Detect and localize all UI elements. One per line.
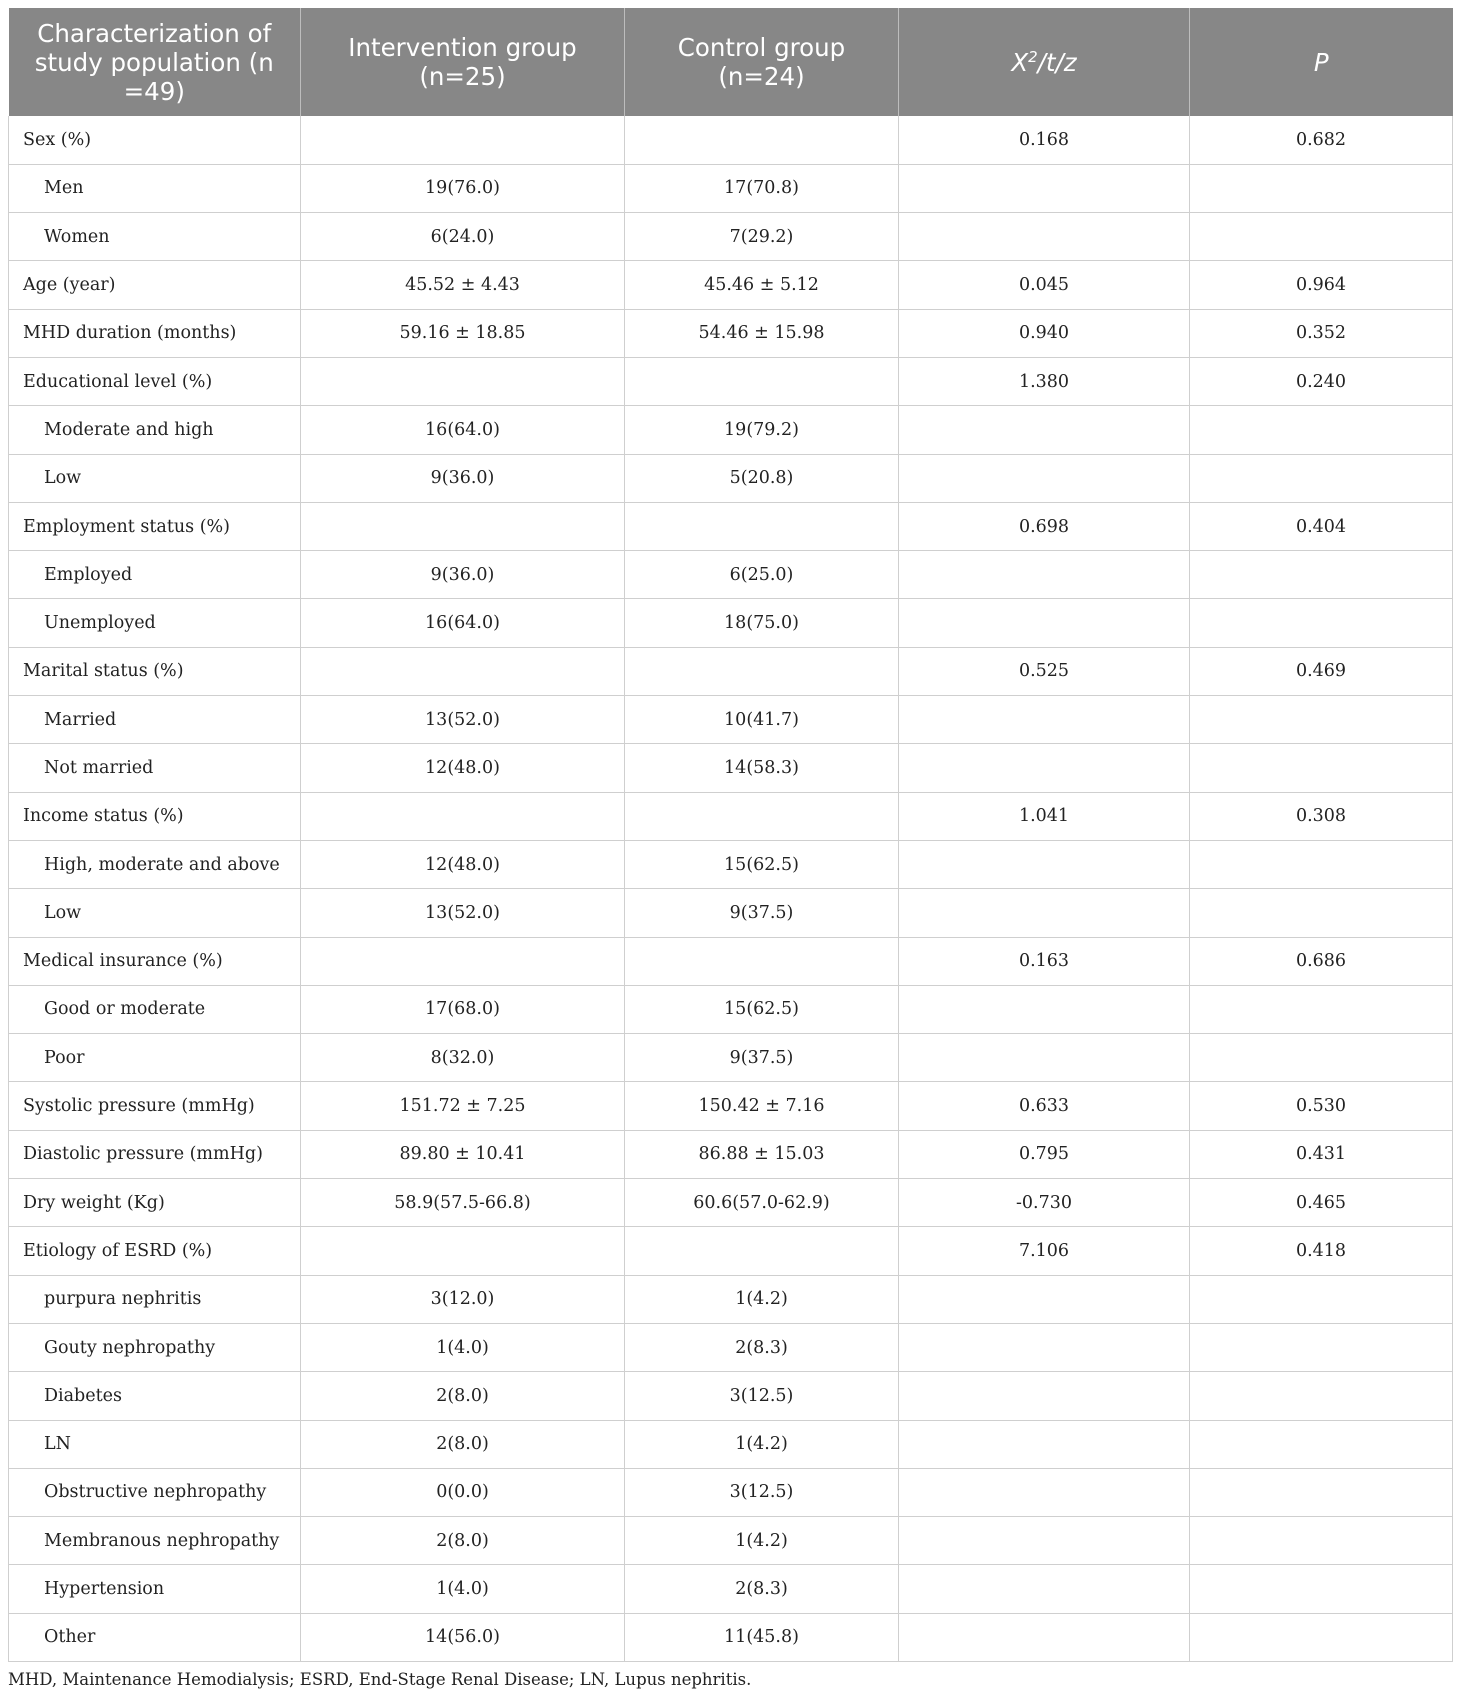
header-p-value: P xyxy=(1190,8,1453,116)
cell-test-statistic: 0.525 xyxy=(899,647,1190,695)
cell-test-statistic xyxy=(899,1372,1190,1420)
cell-p-value: 0.240 xyxy=(1190,357,1453,405)
cell-p-value: 0.352 xyxy=(1190,309,1453,357)
cell-intervention xyxy=(301,647,625,695)
table-row xyxy=(9,1517,1453,1565)
cell-control: 15(62.5) xyxy=(625,840,899,888)
cell-intervention: 9(36.0) xyxy=(301,551,625,599)
characteristics-table-container xyxy=(8,8,1452,1662)
table-row xyxy=(9,889,1453,937)
table-footnote: MHD, Maintenance Hemodialysis; ESRD, End-Stage Renal Disease; LN, Lupus nephritis. xyxy=(8,1670,752,1689)
cell-control xyxy=(625,116,899,164)
cell-intervention: 12(48.0) xyxy=(301,840,625,888)
cell-test-statistic xyxy=(899,1468,1190,1516)
cell-intervention: 14(56.0) xyxy=(301,1613,625,1661)
header-stat-superscript: 2 xyxy=(1028,47,1038,66)
cell-control: 7(29.2) xyxy=(625,213,899,261)
cell-test-statistic: 7.106 xyxy=(899,1227,1190,1275)
cell-intervention: 58.9(57.5-66.8) xyxy=(301,1179,625,1227)
row-label: Educational level (%) xyxy=(9,357,301,405)
cell-control: 54.46 ± 15.98 xyxy=(625,309,899,357)
table-row xyxy=(9,599,1453,647)
row-label: Good or moderate xyxy=(9,985,301,1033)
cell-intervention: 1(4.0) xyxy=(301,1565,625,1613)
cell-control: 9(37.5) xyxy=(625,1034,899,1082)
row-label: Income status (%) xyxy=(9,792,301,840)
cell-control xyxy=(625,647,899,695)
table-row xyxy=(9,309,1453,357)
table-row xyxy=(9,985,1453,1033)
cell-control: 2(8.3) xyxy=(625,1565,899,1613)
cell-p-value xyxy=(1190,454,1453,502)
cell-intervention: 151.72 ± 7.25 xyxy=(301,1082,625,1130)
row-label: Gouty nephropathy xyxy=(9,1323,301,1371)
table-row xyxy=(9,1613,1453,1661)
cell-control: 2(8.3) xyxy=(625,1323,899,1371)
cell-p-value xyxy=(1190,1372,1453,1420)
table-row xyxy=(9,744,1453,792)
table-row xyxy=(9,1372,1453,1420)
table-row xyxy=(9,1130,1453,1178)
table-row xyxy=(9,1420,1453,1468)
cell-control: 3(12.5) xyxy=(625,1468,899,1516)
row-label: Diabetes xyxy=(9,1372,301,1420)
cell-test-statistic xyxy=(899,1420,1190,1468)
row-label: Hypertension xyxy=(9,1565,301,1613)
cell-test-statistic xyxy=(899,840,1190,888)
cell-test-statistic xyxy=(899,551,1190,599)
row-label: Married xyxy=(9,696,301,744)
table-row xyxy=(9,454,1453,502)
cell-intervention: 1(4.0) xyxy=(301,1323,625,1371)
cell-test-statistic xyxy=(899,1275,1190,1323)
table-row xyxy=(9,164,1453,212)
cell-test-statistic xyxy=(899,696,1190,744)
cell-p-value: 0.530 xyxy=(1190,1082,1453,1130)
table-row xyxy=(9,213,1453,261)
cell-control xyxy=(625,937,899,985)
row-label: High, moderate and above xyxy=(9,840,301,888)
table-row xyxy=(9,1468,1453,1516)
cell-p-value xyxy=(1190,213,1453,261)
cell-p-value xyxy=(1190,744,1453,792)
cell-p-value xyxy=(1190,164,1453,212)
cell-p-value xyxy=(1190,406,1453,454)
header-test-statistic xyxy=(899,8,1190,116)
table-row xyxy=(9,357,1453,405)
table-row xyxy=(9,116,1453,164)
cell-p-value xyxy=(1190,1613,1453,1661)
row-label: Not married xyxy=(9,744,301,792)
cell-test-statistic xyxy=(899,1323,1190,1371)
table-body xyxy=(9,116,1453,1662)
row-label: purpura nephritis xyxy=(9,1275,301,1323)
table-row xyxy=(9,1179,1453,1227)
table-row xyxy=(9,1082,1453,1130)
table-row xyxy=(9,406,1453,454)
cell-p-value xyxy=(1190,1323,1453,1371)
cell-control: 1(4.2) xyxy=(625,1420,899,1468)
cell-test-statistic: 0.940 xyxy=(899,309,1190,357)
row-label: Women xyxy=(9,213,301,261)
cell-control: 6(25.0) xyxy=(625,551,899,599)
table-row xyxy=(9,1275,1453,1323)
cell-control: 10(41.7) xyxy=(625,696,899,744)
row-label: Employed xyxy=(9,551,301,599)
cell-intervention: 89.80 ± 10.41 xyxy=(301,1130,625,1178)
cell-control: 150.42 ± 7.16 xyxy=(625,1082,899,1130)
cell-p-value xyxy=(1190,1420,1453,1468)
table-row xyxy=(9,502,1453,550)
cell-intervention xyxy=(301,116,625,164)
cell-control: 19(79.2) xyxy=(625,406,899,454)
cell-intervention xyxy=(301,792,625,840)
row-label: Obstructive nephropathy xyxy=(9,1468,301,1516)
table-row xyxy=(9,1034,1453,1082)
cell-intervention: 6(24.0) xyxy=(301,213,625,261)
cell-test-statistic xyxy=(899,213,1190,261)
cell-test-statistic: 0.795 xyxy=(899,1130,1190,1178)
cell-control: 1(4.2) xyxy=(625,1275,899,1323)
cell-control: 18(75.0) xyxy=(625,599,899,647)
cell-p-value: 0.431 xyxy=(1190,1130,1453,1178)
cell-test-statistic xyxy=(899,454,1190,502)
cell-test-statistic: 1.041 xyxy=(899,792,1190,840)
cell-p-value: 0.469 xyxy=(1190,647,1453,695)
cell-intervention: 13(52.0) xyxy=(301,889,625,937)
table-row xyxy=(9,792,1453,840)
row-label: Poor xyxy=(9,1034,301,1082)
cell-intervention: 12(48.0) xyxy=(301,744,625,792)
cell-p-value xyxy=(1190,551,1453,599)
cell-p-value: 0.465 xyxy=(1190,1179,1453,1227)
cell-intervention: 45.52 ± 4.43 xyxy=(301,261,625,309)
cell-p-value xyxy=(1190,599,1453,647)
cell-test-statistic xyxy=(899,985,1190,1033)
cell-p-value xyxy=(1190,696,1453,744)
cell-p-value xyxy=(1190,1034,1453,1082)
cell-p-value xyxy=(1190,1468,1453,1516)
table-row xyxy=(9,1323,1453,1371)
cell-intervention: 59.16 ± 18.85 xyxy=(301,309,625,357)
cell-p-value xyxy=(1190,889,1453,937)
cell-control: 45.46 ± 5.12 xyxy=(625,261,899,309)
row-label: Moderate and high xyxy=(9,406,301,454)
cell-test-statistic xyxy=(899,1613,1190,1661)
cell-p-value xyxy=(1190,985,1453,1033)
row-label: Systolic pressure (mmHg) xyxy=(9,1082,301,1130)
row-label: Medical insurance (%) xyxy=(9,937,301,985)
cell-intervention: 16(64.0) xyxy=(301,599,625,647)
cell-test-statistic xyxy=(899,1565,1190,1613)
cell-control: 5(20.8) xyxy=(625,454,899,502)
table-row xyxy=(9,696,1453,744)
cell-control: 1(4.2) xyxy=(625,1517,899,1565)
header-characterization: Characterization of study population (n =49) xyxy=(9,8,301,116)
cell-intervention: 2(8.0) xyxy=(301,1420,625,1468)
cell-control xyxy=(625,1227,899,1275)
cell-intervention: 2(8.0) xyxy=(301,1372,625,1420)
cell-test-statistic xyxy=(899,164,1190,212)
table-row xyxy=(9,647,1453,695)
cell-test-statistic: 0.633 xyxy=(899,1082,1190,1130)
cell-test-statistic xyxy=(899,599,1190,647)
cell-test-statistic: -0.730 xyxy=(899,1179,1190,1227)
cell-control: 60.6(57.0-62.9) xyxy=(625,1179,899,1227)
cell-control: 3(12.5) xyxy=(625,1372,899,1420)
cell-test-statistic: 1.380 xyxy=(899,357,1190,405)
cell-p-value xyxy=(1190,840,1453,888)
table-header xyxy=(9,8,1453,116)
row-label: Employment status (%) xyxy=(9,502,301,550)
header-row xyxy=(9,8,1453,116)
cell-test-statistic xyxy=(899,744,1190,792)
cell-test-statistic xyxy=(899,1517,1190,1565)
row-label: Diastolic pressure (mmHg) xyxy=(9,1130,301,1178)
cell-test-statistic: 0.045 xyxy=(899,261,1190,309)
cell-intervention xyxy=(301,937,625,985)
cell-test-statistic: 0.168 xyxy=(899,116,1190,164)
cell-p-value xyxy=(1190,1275,1453,1323)
cell-p-value: 0.308 xyxy=(1190,792,1453,840)
cell-intervention: 17(68.0) xyxy=(301,985,625,1033)
cell-intervention xyxy=(301,357,625,405)
table-row xyxy=(9,261,1453,309)
row-label: Age (year) xyxy=(9,261,301,309)
table-row xyxy=(9,1227,1453,1275)
cell-control: 9(37.5) xyxy=(625,889,899,937)
table-row xyxy=(9,1565,1453,1613)
cell-intervention: 19(76.0) xyxy=(301,164,625,212)
cell-intervention: 9(36.0) xyxy=(301,454,625,502)
cell-intervention: 0(0.0) xyxy=(301,1468,625,1516)
table-row xyxy=(9,840,1453,888)
cell-intervention: 3(12.0) xyxy=(301,1275,625,1323)
cell-p-value xyxy=(1190,1517,1453,1565)
header-intervention-group: Intervention group (n=25) xyxy=(301,8,625,116)
cell-control xyxy=(625,502,899,550)
row-label: Membranous nephropathy xyxy=(9,1517,301,1565)
row-label: Sex (%) xyxy=(9,116,301,164)
cell-control: 86.88 ± 15.03 xyxy=(625,1130,899,1178)
cell-test-statistic: 0.698 xyxy=(899,502,1190,550)
cell-control: 14(58.3) xyxy=(625,744,899,792)
cell-p-value: 0.964 xyxy=(1190,261,1453,309)
cell-test-statistic xyxy=(899,1034,1190,1082)
cell-p-value: 0.686 xyxy=(1190,937,1453,985)
row-label: Low xyxy=(9,454,301,502)
cell-intervention: 13(52.0) xyxy=(301,696,625,744)
row-label: MHD duration (months) xyxy=(9,309,301,357)
cell-p-value: 0.682 xyxy=(1190,116,1453,164)
row-label: Low xyxy=(9,889,301,937)
cell-control: 17(70.8) xyxy=(625,164,899,212)
header-stat-rest: /t/z xyxy=(1037,47,1077,77)
cell-intervention: 2(8.0) xyxy=(301,1517,625,1565)
cell-intervention xyxy=(301,502,625,550)
table-row xyxy=(9,551,1453,599)
cell-intervention xyxy=(301,1227,625,1275)
row-label: Unemployed xyxy=(9,599,301,647)
cell-control: 15(62.5) xyxy=(625,985,899,1033)
cell-intervention: 8(32.0) xyxy=(301,1034,625,1082)
characteristics-table xyxy=(8,8,1453,1662)
row-label: Other xyxy=(9,1613,301,1661)
cell-p-value: 0.418 xyxy=(1190,1227,1453,1275)
row-label: LN xyxy=(9,1420,301,1468)
cell-test-statistic xyxy=(899,406,1190,454)
row-label: Dry weight (Kg) xyxy=(9,1179,301,1227)
header-control-group: Control group (n=24) xyxy=(625,8,899,116)
cell-test-statistic: 0.163 xyxy=(899,937,1190,985)
cell-intervention: 16(64.0) xyxy=(301,406,625,454)
cell-p-value xyxy=(1190,1565,1453,1613)
row-label: Men xyxy=(9,164,301,212)
cell-control xyxy=(625,792,899,840)
cell-control: 11(45.8) xyxy=(625,1613,899,1661)
table-row xyxy=(9,937,1453,985)
cell-test-statistic xyxy=(899,889,1190,937)
header-stat-base: X xyxy=(1011,47,1029,77)
cell-control xyxy=(625,357,899,405)
cell-p-value: 0.404 xyxy=(1190,502,1453,550)
row-label: Etiology of ESRD (%) xyxy=(9,1227,301,1275)
row-label: Marital status (%) xyxy=(9,647,301,695)
